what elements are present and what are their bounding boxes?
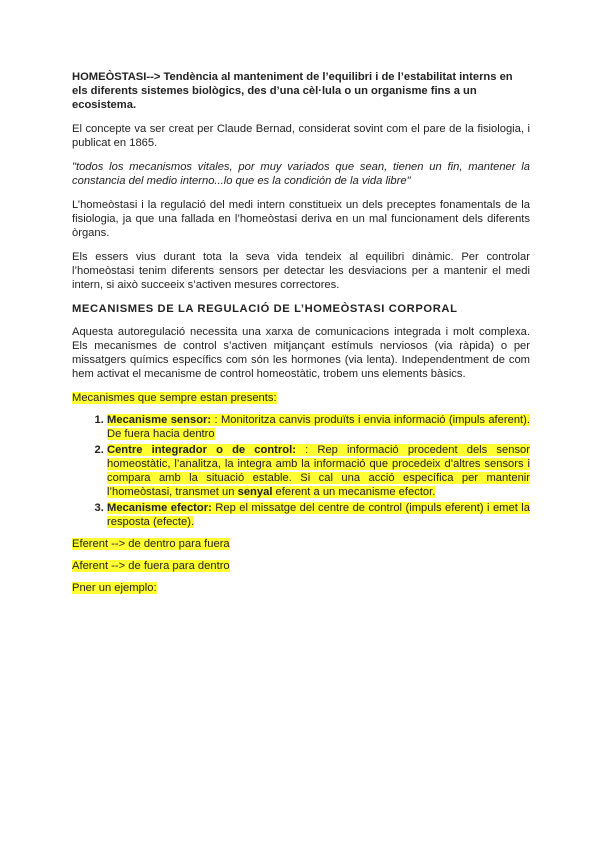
item-term: Mecanisme efector: bbox=[107, 502, 212, 514]
item-term-signal: senyal bbox=[237, 486, 273, 498]
paragraph-living-beings: Els essers vius durant tota la seva vida tendeix al equilibri dinàmic. Per controlar l’homeòstasi tenim diferents sensors per detectar les desviacions per a mantenir el medi intern, si això succeeix s’activen mesures correctores. bbox=[72, 251, 530, 291]
section-heading: MECANISMES DE LA REGULACIÓ DE L’HOMEÒSTASI CORPORAL bbox=[72, 303, 458, 315]
item-term: Centre integrador o de control: bbox=[107, 444, 296, 456]
example-text: Pner un ejemplo: bbox=[72, 582, 157, 594]
item-text: : Rep informació procedent dels sensor homeostàtic, l’analitza, la integra amb la informació que procedeix d’altres sensors i compara amb la situació estable. Si cal una acció específica per mantenir l’homeòstasi, transmet un bbox=[107, 444, 531, 498]
paragraph-autoregulation: Aquesta autoregulació necessita una xarxa de comunicacions integrada i molt complexa. Els mecanismes de control s’activen mitjançant estímuls nerviosos (via ràpida) o per missatgers químics específics com són les hormones (via lenta). Independentment de com hem activat el mecanisme de control homeostàtic, trobem uns elements bàsics. bbox=[72, 326, 530, 380]
item-text-end: eferent a un mecanisme efector. bbox=[272, 486, 436, 498]
list-item bbox=[107, 501, 530, 529]
aferent-text: Aferent --> de fuera para dentro bbox=[72, 560, 230, 572]
item-text: : Monitoritza canvis produïts i envia informació (impuls aferent). De fuera hacia dentro bbox=[107, 414, 530, 440]
aferent-line bbox=[72, 559, 530, 573]
document-title: HOMEÒSTASI--> Tendència al manteniment de l’equilibri i de l’estabilitat interns en els diferents sistemes biològics, des d’una cèl·lula o un organisme fins a un ecosistema. bbox=[72, 71, 513, 111]
quote-bernard: "todos los mecanismos vitales, por muy variados que sean, tienen un fin, mantener la constancia del medio interno...lo que es la condición de la vida libre" bbox=[72, 161, 530, 187]
example-line bbox=[72, 581, 530, 595]
item-text: Rep el missatge del centre de control (impuls eferent) i emet la resposta (efecte). bbox=[107, 502, 530, 528]
mechanisms-list bbox=[72, 413, 530, 529]
paragraph-homeostasis-regulation: L’homeòstasi i la regulació del medi intern constitueix un dels preceptes fonamentals de la fisiologia, ja que una fallada en l’homeòstasi deriva en un mal funcionament dels diferents òrgans. bbox=[72, 199, 530, 239]
item-term: Mecanisme sensor: bbox=[107, 414, 212, 426]
document-page bbox=[72, 70, 530, 603]
mechanisms-intro bbox=[72, 391, 530, 405]
eferent-text: Eferent --> de dentro para fuera bbox=[72, 538, 230, 550]
list-item bbox=[107, 413, 530, 441]
eferent-line bbox=[72, 537, 530, 551]
mechanisms-intro-text: Mecanismes que sempre estan presents: bbox=[72, 392, 277, 404]
list-item bbox=[107, 443, 530, 499]
paragraph-bernard: El concepte va ser creat per Claude Bernad, considerat sovint com el pare de la fisiologia, i publicat en 1865. bbox=[72, 123, 530, 149]
